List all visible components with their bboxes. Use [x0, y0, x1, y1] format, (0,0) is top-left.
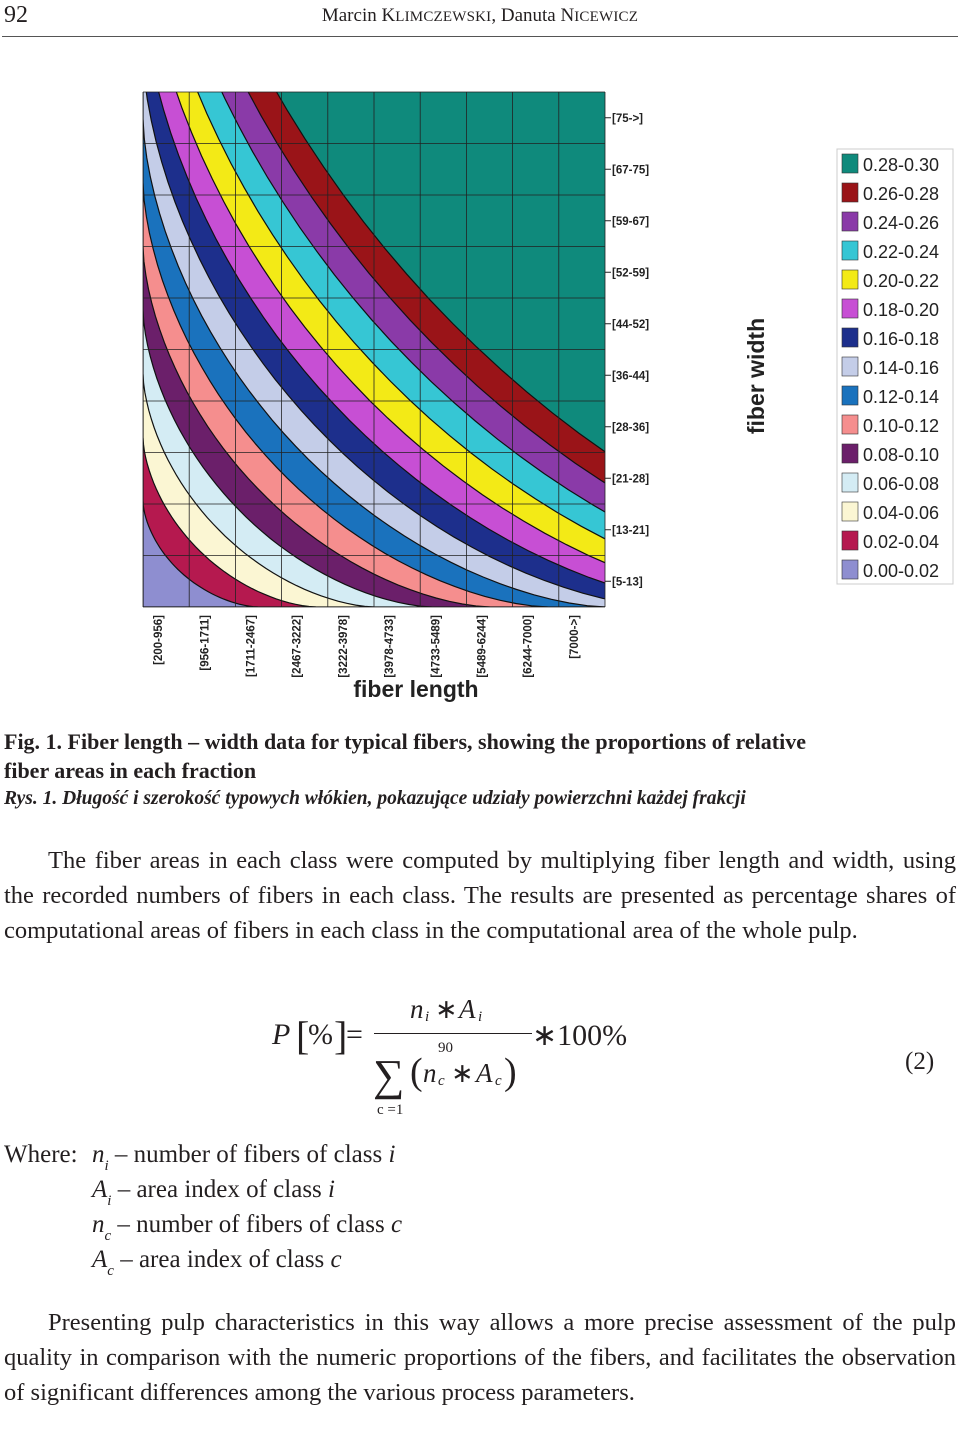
legend-label: 0.24-0.26 [863, 213, 940, 233]
denominator-n: n [423, 1058, 437, 1088]
where-text: area index of class [138, 1246, 325, 1273]
legend-swatch [842, 560, 858, 579]
where-subscript: c [107, 1263, 114, 1279]
x-tick-labels [153, 615, 581, 678]
where-text: number of fibers of class [136, 1211, 385, 1238]
legend-label: 0.20-0.22 [863, 271, 940, 291]
legend-label: 0.10-0.12 [863, 416, 940, 436]
legend-swatch [842, 531, 858, 550]
figure [0, 58, 960, 708]
den-rparen: ) [504, 1051, 517, 1093]
x-tick-label: [3222-3978] [337, 615, 350, 678]
y-tick-label: [5-13] [612, 576, 643, 589]
where-item-2 [92, 1172, 335, 1211]
formula-rbracket: ] [334, 1013, 348, 1058]
legend-label: 0.28-0.30 [863, 155, 940, 175]
denominator-c2: c [495, 1073, 502, 1089]
legend-swatch [842, 270, 858, 289]
legend-swatch [842, 183, 858, 202]
running-head [0, 5, 960, 27]
formula-times-100: ∗100% [532, 1019, 628, 1052]
formula [270, 994, 670, 1128]
where-label: Where: [4, 1141, 78, 1168]
legend-label: 0.26-0.28 [863, 184, 940, 204]
legend-swatch [842, 444, 858, 463]
x-tick-label: [956-1711] [199, 615, 212, 671]
where-symbol: A [92, 1246, 108, 1273]
y-tick-label: [21-28] [612, 473, 650, 486]
formula-lbracket: [ [296, 1013, 310, 1058]
where-text: number of fibers of class [133, 1141, 383, 1168]
author1-last-initial: K [381, 5, 396, 26]
formula-equals: = [346, 1018, 363, 1051]
legend-swatch [842, 357, 858, 376]
where-subscript: i [104, 1158, 109, 1174]
where-item-3 [92, 1207, 402, 1246]
where-dash: – [117, 1211, 130, 1238]
where-dash: – [120, 1246, 133, 1273]
legend-label: 0.02-0.04 [863, 532, 940, 552]
numerator-i2: i [478, 1009, 483, 1025]
sigma-symbol: ∑ [373, 1051, 405, 1100]
numerator-n: n [410, 994, 424, 1024]
equation-number: (2) [905, 1048, 935, 1075]
where-symbol: n [92, 1141, 105, 1168]
x-tick-label: [3978-4733] [384, 615, 397, 678]
numerator-A: A [459, 994, 476, 1024]
legend-label: 0.04-0.06 [863, 503, 940, 523]
sum-upper-limit: 90 [438, 1040, 453, 1056]
y-tick-label: [52-59] [612, 267, 650, 280]
legend-label: 0.22-0.24 [863, 242, 940, 262]
author-separator: , [491, 5, 501, 26]
where-var: c [330, 1246, 342, 1273]
legend [837, 149, 953, 584]
caption-polish: Rys. 1. Długość i szerokość typowych włókien, pokazujące udziały powierzchni każdej frakcji [4, 788, 746, 809]
legend-swatch [842, 473, 858, 492]
legend-label: 0.14-0.16 [863, 358, 940, 378]
where-subscript: i [107, 1193, 112, 1209]
legend-label: 0.18-0.20 [863, 300, 940, 320]
where-text: area index of class [136, 1176, 322, 1203]
page-number: 92 [4, 2, 28, 28]
paragraph-1 [4, 843, 956, 948]
author2-first: Danuta [500, 5, 556, 26]
fiber-chart [0, 58, 960, 708]
caption-english-line2: fiber areas in each fraction [4, 758, 257, 783]
x-tick-label: [7000->] [568, 615, 581, 659]
where-symbol: n [92, 1211, 105, 1238]
x-tick-label: [2467-3222] [291, 615, 304, 678]
numerator-i1: i [425, 1009, 430, 1025]
x-axis-title: fiber length [353, 676, 479, 702]
where-item-1 [92, 1137, 395, 1176]
where-dash: – [117, 1176, 131, 1203]
x-tick-label: [200-956] [153, 615, 166, 665]
legend-label: 0.08-0.10 [863, 445, 940, 465]
legend-swatch [842, 502, 858, 521]
caption-english-line1: Fig. 1. Fiber length – width data for typical fibers, showing the proportions of relative [4, 729, 806, 754]
author1-last-rest: LIMCZEWSKI [395, 9, 492, 25]
x-tick-label: [6244-7000] [522, 615, 535, 678]
denominator-star: ∗ [451, 1058, 474, 1088]
where-var: c [390, 1211, 403, 1238]
legend-label: 0.00-0.02 [863, 561, 940, 581]
where-symbol: A [92, 1176, 108, 1203]
y-tick-label: [75->] [612, 112, 643, 125]
legend-swatch [842, 241, 858, 260]
where-item-4 [92, 1242, 342, 1281]
formula-percent: % [308, 1018, 333, 1051]
paragraph-1-text: The fiber areas in each class were computed by multiplying fiber length and width, using the recorded numbers of fibers in each class. The results are presented as percentage shares of computational areas of fibers in each class in the computational area of the whole pulp. [4, 847, 956, 944]
author1-first: Marcin [321, 5, 377, 26]
caption-english [4, 727, 956, 785]
sum-lower-limit: c =1 [377, 1102, 404, 1118]
legend-swatch [842, 386, 858, 405]
y-tick-label: [28-36] [612, 421, 650, 434]
legend-label: 0.06-0.08 [863, 474, 940, 494]
y-tick-labels [605, 113, 649, 589]
legend-swatch [842, 154, 858, 173]
x-tick-label: [1711-2467] [245, 615, 258, 678]
where-var: i [388, 1141, 396, 1168]
legend-label: 0.16-0.18 [863, 329, 940, 349]
x-tick-label: [5489-6244] [476, 615, 489, 678]
legend-swatch [842, 299, 858, 318]
legend-swatch [842, 212, 858, 231]
y-tick-label: [67-75] [612, 164, 650, 177]
den-lparen: ( [410, 1051, 423, 1093]
author2-last-initial: N [560, 5, 575, 26]
where-dash: – [114, 1141, 128, 1168]
formula-lhs: P [272, 1018, 291, 1051]
x-tick-label: [4733-5489] [430, 615, 443, 678]
legend-label: 0.12-0.14 [863, 387, 940, 407]
denominator-c1: c [438, 1073, 445, 1089]
y-tick-label: [44-52] [612, 318, 650, 331]
header-rule [2, 36, 958, 37]
denominator-A: A [476, 1058, 493, 1088]
numerator-star: ∗ [435, 994, 458, 1024]
paragraph-2-text: Presenting pulp characteristics in this way allows a more precise assessment of the pulp quality in comparison with the numeric proportions of the fibers, and facilitates the observation of significant differences among the various process parameters. [4, 1309, 956, 1406]
fraction-bar [374, 1033, 532, 1034]
y-tick-label: [36-44] [612, 370, 650, 383]
y-tick-label: [13-21] [612, 524, 650, 537]
where-var: i [328, 1176, 335, 1203]
y-tick-label: [59-67] [612, 215, 650, 228]
y-axis-title: fiber width [743, 317, 769, 435]
author2-last-rest: ICEWICZ [574, 9, 639, 25]
where-subscript: c [104, 1228, 112, 1244]
legend-swatch [842, 328, 858, 347]
paragraph-2 [4, 1305, 956, 1410]
legend-swatch [842, 415, 858, 434]
